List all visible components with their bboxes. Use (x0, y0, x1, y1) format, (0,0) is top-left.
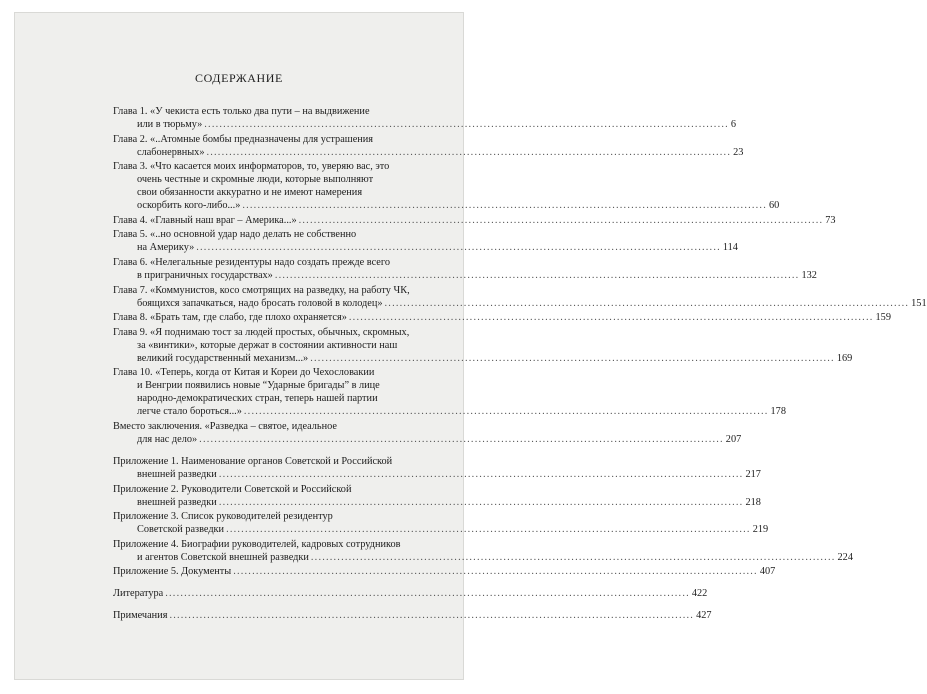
toc-entry-text: оскорбить кого-либо...» (137, 200, 241, 212)
page-number: 422 (691, 588, 708, 600)
dot-leader (226, 523, 751, 536)
toc-entry-text: Литература (113, 588, 164, 600)
book-page (14, 12, 927, 680)
toc-entry (113, 133, 744, 159)
toc-entry (113, 311, 891, 324)
toc-entry (113, 510, 769, 536)
dot-leader (206, 146, 731, 159)
toc-entry-text: Глава 1. «У чекиста есть только два пути – на выдвижение (113, 106, 370, 117)
toc-entry (113, 105, 737, 131)
page-number: 427 (696, 610, 712, 622)
dot-leader (310, 352, 835, 365)
toc-entry-text: Глава 7. «Коммунистов, косо смотрящих на разведку, на работу ЧК, (113, 284, 410, 296)
toc-entry (113, 256, 817, 282)
dot-leader (311, 551, 836, 564)
toc-entry (113, 609, 712, 622)
toc-entry-text: Глава 3. «Что касается моих информаторов, то, уверяю вас, это (113, 161, 390, 173)
toc-entry-text: свои обязанности аккуратно и не имеют намерения (137, 187, 363, 199)
toc-entry-row (113, 587, 708, 600)
toc-entry-row (113, 297, 927, 310)
page-number: 178 (770, 406, 786, 418)
toc-entry-text: Глава 5. «..но основной удар надо делать не собственно (113, 229, 357, 241)
toc-entry-text: очень честные и скромные люди, которые выполняют (137, 174, 374, 186)
toc-entry-text: Глава 4. «Главный наш враг – Америка...» (113, 214, 297, 226)
toc-entry-row (113, 551, 853, 564)
toc-entry-text: Приложение 5. Документы (113, 566, 232, 578)
toc-entry-row (113, 433, 742, 446)
toc-entry-text: Глава 9. «Я поднимаю тост за людей простых, обычных, скромных, (113, 326, 410, 338)
toc-entry (113, 228, 738, 254)
page-number: 73 (825, 214, 836, 226)
dot-leader (165, 587, 690, 600)
toc-entry-text: Глава 10. «Теперь, когда от Китая и Кореи до Чехословакии (113, 367, 375, 379)
table-of-contents (113, 105, 927, 624)
page-number: 159 (875, 312, 891, 324)
toc-entry-text: Глава 8. «Брать там, где слабо, где плохо охраняется» (113, 312, 347, 324)
toc-entry-text: для нас дело» (137, 433, 198, 445)
toc-entry-text: Приложение 2. Руководители Советской и Российской (113, 483, 352, 495)
toc-entry (113, 565, 776, 578)
page-number: 151 (911, 297, 927, 309)
toc-entry-text: великий государственный механизм...» (137, 352, 309, 364)
toc-entry-text: Приложение 1. Наименование органов Советской и Российской (113, 455, 393, 467)
toc-entry-row (113, 241, 738, 254)
toc-entry-row (113, 468, 761, 481)
page-number: 6 (730, 119, 737, 130)
page-number: 219 (752, 524, 769, 536)
toc-entry-row (113, 523, 769, 536)
toc-entry-text: легче стало бороться...» (137, 406, 242, 418)
toc-entry (113, 284, 927, 310)
toc-entry-row (113, 269, 817, 282)
dot-leader (196, 241, 721, 254)
toc-entry-text: на Америку» (137, 242, 195, 254)
page-number: 218 (745, 496, 761, 508)
page-number: 407 (759, 566, 776, 578)
toc-entry-text: Приложение 4. Биографии руководителей, кадровых сотрудников (113, 538, 401, 550)
dot-leader (244, 405, 769, 418)
toc-entry (113, 587, 708, 600)
toc-entry-text: Глава 6. «Нелегальные резидентуры надо создать прежде всего (113, 256, 390, 268)
toc-entry-text: Советской разведки (137, 524, 225, 536)
toc-entry (113, 366, 786, 418)
dot-leader (385, 297, 910, 310)
toc-entry-text: внешней разведки (137, 468, 217, 480)
toc-entry-text: в приграничных государствах» (137, 269, 273, 281)
toc-entry-text: за «винтики», которые держат в состоянии активности наш (137, 339, 398, 351)
page-number: 217 (745, 468, 761, 480)
page-number: 60 (768, 200, 780, 212)
dot-leader (299, 214, 824, 227)
dot-leader (349, 311, 874, 324)
toc-entry-row (113, 118, 737, 131)
toc-entry-text: или в тюрьму» (137, 119, 203, 130)
page-number: 132 (801, 269, 817, 281)
toc-entry-text: и агентов Советской внешней разведки (137, 551, 309, 563)
toc-entry-text: Примечания (113, 610, 168, 622)
toc-entry (113, 160, 780, 212)
toc-entry-row (113, 214, 836, 227)
toc-entry (113, 483, 761, 509)
toc-entry (113, 420, 742, 446)
toc-entry (113, 455, 761, 481)
dot-leader (219, 468, 744, 481)
toc-entry-text: и Венгрии появились новые “Ударные бригады” в лице (137, 380, 380, 392)
toc-entry-row (113, 311, 891, 324)
page-number: 224 (837, 551, 853, 563)
dot-leader (242, 199, 767, 212)
toc-entry-text: боящихся запачкаться, надо бросать головой в колодец» (137, 297, 383, 309)
dot-leader (199, 433, 724, 446)
toc-entry-text: народно-демократических стран, теперь нашей партии (137, 393, 378, 405)
toc-entry (113, 538, 853, 564)
page-number: 23 (733, 146, 744, 158)
dot-leader (219, 496, 744, 509)
dot-leader (204, 118, 729, 131)
toc-entry-text: внешней разведки (137, 496, 217, 508)
toc-entry-row (113, 146, 744, 159)
toc-entry-text: слабонервных» (137, 146, 205, 158)
toc-entry-row (113, 609, 712, 622)
toc-entry-row (113, 565, 776, 578)
toc-entry-row (113, 496, 761, 509)
page-title: СОДЕРЖАНИЕ (195, 71, 283, 85)
toc-entry-text: Глава 2. «..Атомные бомбы предназначены для устрашения (113, 133, 374, 145)
toc-entry-row (113, 199, 780, 212)
toc-entry (113, 214, 836, 227)
toc-entry-row (113, 405, 786, 418)
dot-leader (169, 609, 694, 622)
page-number: 207 (725, 433, 742, 445)
page-number: 114 (722, 242, 738, 254)
toc-entry-row (113, 352, 853, 365)
dot-leader (233, 565, 758, 578)
page-number: 169 (836, 352, 853, 364)
dot-leader (275, 269, 800, 282)
toc-entry-text: Вместо заключения. «Разведка – святое, идеальное (113, 420, 337, 432)
toc-entry-text: Приложение 3. Список руководителей резидентур (113, 511, 333, 523)
toc-entry (113, 326, 853, 365)
